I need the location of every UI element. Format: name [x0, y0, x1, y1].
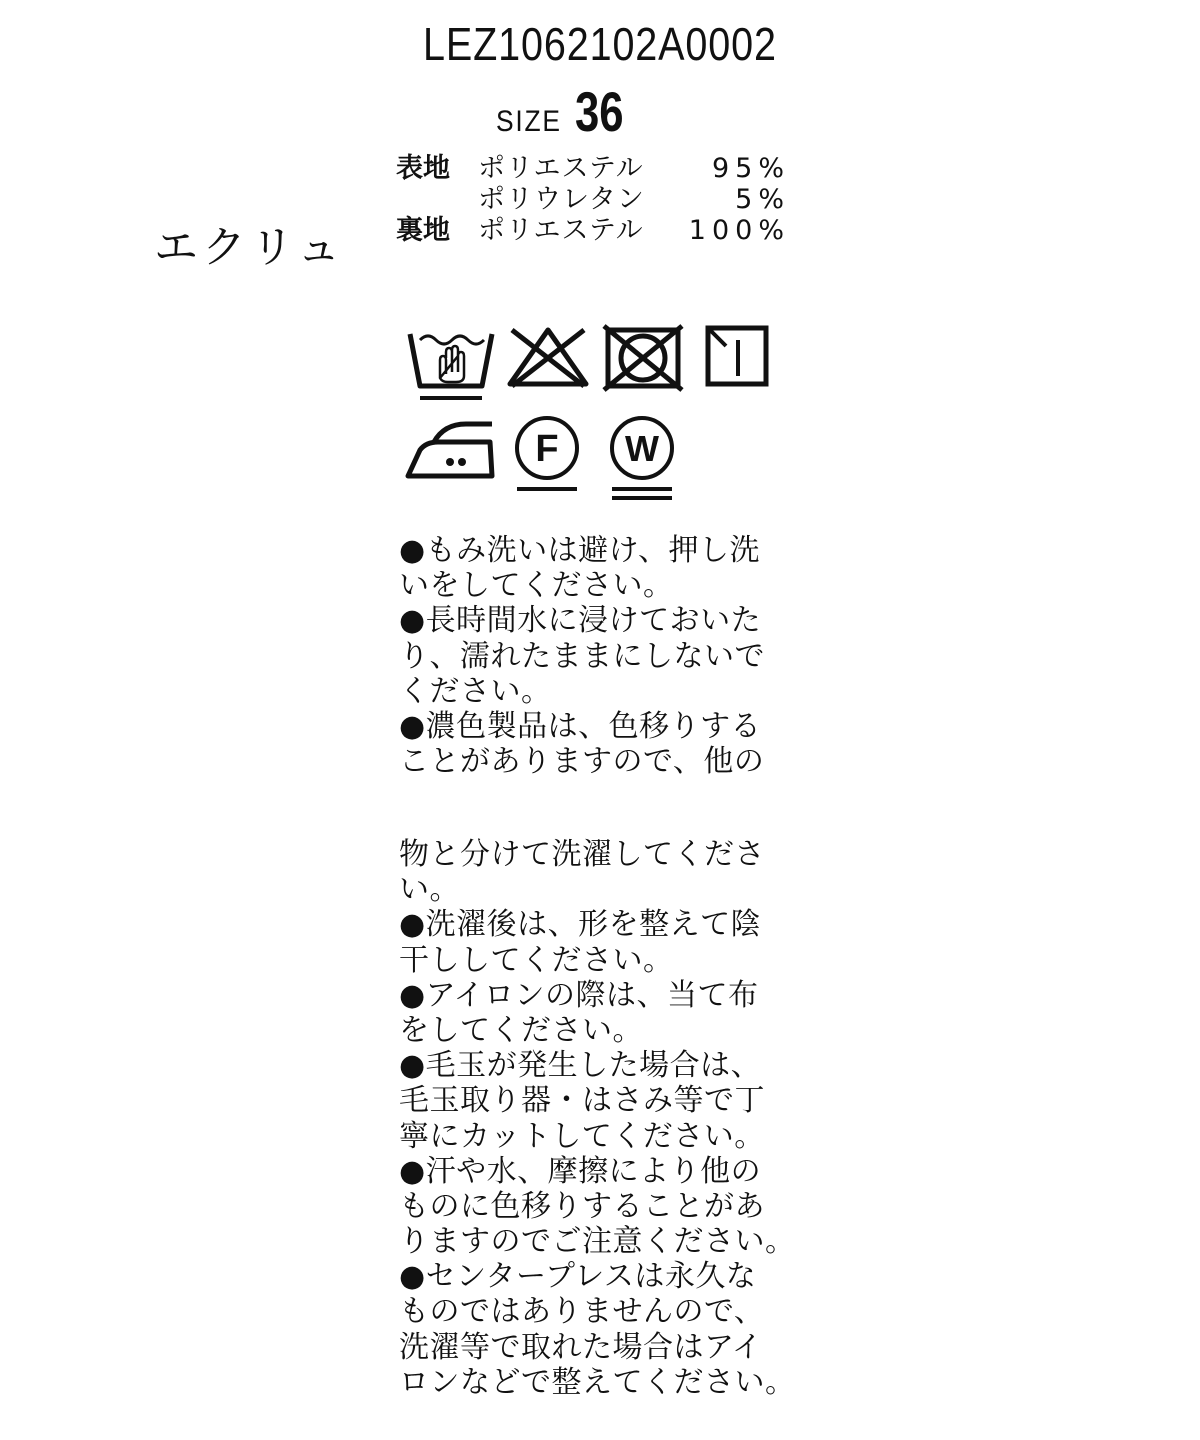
dry-clean-letter: F [535, 428, 559, 470]
instruction-line: 干ししてください。 [399, 942, 674, 978]
care-symbols [400, 318, 780, 508]
instruction-line: い。 [399, 872, 460, 908]
instruction-line: ください。 [399, 673, 552, 709]
instruction-line: り、濡れたままにしないで [399, 638, 765, 674]
instruction-line: ●アイロンの際は、当て布 [399, 977, 759, 1013]
wet-clean-w-icon [606, 414, 678, 504]
material-percent: 100% [688, 215, 790, 246]
size-label: SIZE [496, 105, 562, 138]
iron-medium-icon [404, 418, 496, 482]
material-fiber: ポリエステル [478, 153, 644, 184]
instruction-line: ●長時間水に浸けておいた [399, 603, 762, 639]
color-name: エクリュ [154, 222, 345, 273]
size-line [496, 82, 637, 142]
size-value: 36 [575, 80, 624, 143]
instruction-line: 毛玉取り器・はさみ等で丁 [399, 1083, 765, 1119]
instruction-line: ものに色移りすることがあ [399, 1188, 765, 1224]
instruction-line: ことがありますので、他の [399, 744, 765, 780]
instruction-line: ●もみ洗いは避け、押し洗 [399, 533, 760, 568]
instruction-line: りますのでご注意ください。 [399, 1224, 796, 1260]
material-part: 表地 [396, 153, 450, 184]
instruction-line: 洗濯等で取れた場合はアイ [399, 1329, 763, 1365]
material-row [396, 184, 796, 215]
material-percent: 5% [735, 184, 790, 215]
instruction-line: いをしてください。 [399, 568, 674, 604]
care-instructions-part2 [399, 837, 819, 1400]
no-bleach-icon [506, 324, 590, 390]
hand-wash-icon [406, 324, 496, 408]
material-percent: 95% [711, 153, 790, 184]
instruction-line: ロンなどで整えてください。 [399, 1364, 796, 1400]
material-row [396, 215, 796, 246]
material-fiber: ポリウレタン [478, 184, 645, 215]
instruction-line: ●センタープレスは永久な [399, 1259, 757, 1295]
instruction-line: ものではありませんので、 [399, 1294, 765, 1330]
product-code: LEZ1062102A0002 [423, 18, 777, 70]
material-fiber: ポリエステル [478, 215, 644, 246]
line-dry-shade-icon [704, 324, 770, 388]
material-row [396, 153, 796, 184]
no-tumble-dry-icon [602, 324, 684, 392]
instruction-line: 寧にカットしてください。 [399, 1118, 765, 1154]
instruction-line: ●毛玉が発生した場合は、 [399, 1048, 762, 1084]
care-instructions-part1 [399, 533, 819, 779]
instruction-line: ●洗濯後は、形を整えて陰 [399, 907, 762, 943]
material-table [396, 153, 796, 246]
dry-clean-f-icon [512, 414, 582, 494]
instruction-line: をしてください。 [399, 1012, 643, 1048]
material-part: 裏地 [396, 215, 450, 246]
instruction-line: 物と分けて洗濯してくださ [399, 837, 765, 872]
instruction-line: ●汗や水、摩擦により他の [399, 1153, 762, 1189]
wet-clean-letter: W [625, 428, 659, 469]
instruction-line: ●濃色製品は、色移りする [399, 708, 762, 744]
